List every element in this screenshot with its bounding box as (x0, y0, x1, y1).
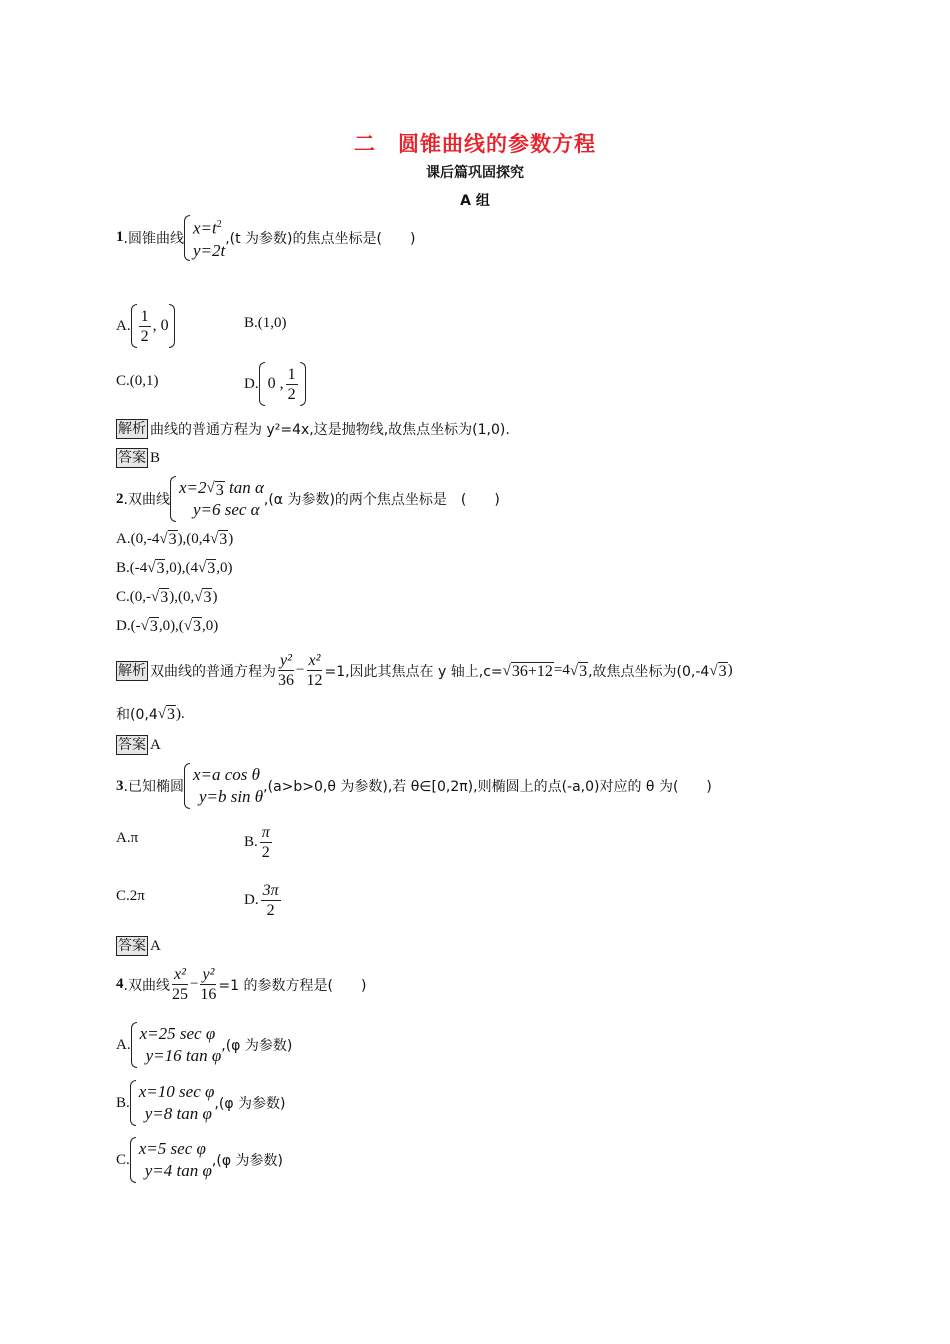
fraction-denominator: 2 (266, 902, 275, 919)
question-number: 3 (116, 777, 124, 794)
equation-line: y=2t (192, 240, 226, 260)
coordinate-rest: 0 , (267, 375, 284, 392)
equation-line: y=b sin θ (198, 787, 264, 806)
equation-line: y=16 tan φ (145, 1046, 222, 1065)
title-text: 圆锥曲线的参数方程 (398, 132, 596, 156)
minus-sign: − (296, 662, 305, 678)
analysis-tag: 解析 (118, 662, 146, 679)
option-text: ,(φ 为参数) (221, 1038, 293, 1054)
option-d (244, 362, 306, 406)
option-text: ),(0, (169, 588, 195, 605)
option-b (116, 559, 232, 577)
option-text: A.(0,-4 (116, 530, 160, 547)
equation-system (131, 1022, 222, 1068)
square-root: √ 3 (194, 589, 212, 606)
fraction-numerator: 1 (287, 365, 296, 383)
option-label: A. (116, 1036, 131, 1053)
page-title (0, 128, 950, 158)
square-root: √ 3 (151, 589, 169, 606)
square-root: √ 3 (140, 618, 158, 635)
option-label: B. (244, 834, 258, 850)
question-number: 2 (116, 490, 124, 507)
coordinate-rest: , 0 (152, 317, 169, 334)
answer-tag: 答案 (118, 737, 146, 753)
option-text: C.(0,- (116, 588, 151, 605)
minus-sign: − (189, 976, 199, 992)
question-text: ,(α 为参数)的两个焦点坐标是 ( ) (263, 492, 500, 508)
option-b: B.(1,0) (244, 315, 287, 331)
option-label: C. (116, 1151, 130, 1168)
option-c: C.(0,1) (116, 373, 159, 389)
option-text: ,(φ 为参数) (211, 1153, 283, 1169)
option-text: ,0),(4 (165, 559, 198, 576)
option-a (116, 530, 233, 548)
option-text: ),(0,4 (177, 530, 211, 547)
equation-system (130, 1080, 215, 1126)
option-text: ) (228, 530, 234, 547)
fraction-numerator: π (261, 824, 270, 841)
option-text: ,0),( (158, 617, 184, 634)
analysis-text: =4 (553, 662, 570, 678)
analysis-text: 曲线的普通方程为 y²=4x,这是抛物线,故焦点坐标为(1,0). (150, 422, 510, 438)
equation-system (184, 763, 263, 809)
square-root: √ 3 (709, 662, 727, 680)
fraction: $\frac{\text{x²}}{12}$ (306, 652, 323, 689)
equation-line: x=t (192, 218, 217, 238)
analysis-text: 双曲线的普通方程为 (150, 663, 276, 680)
question-text: ,(a>b>0,θ 为参数),若 θ∈[0,2π),则椭圆上的点(-a,0)对应的 θ 为( ) (263, 779, 712, 795)
analysis-text: 和(0,4 (116, 707, 158, 723)
option-d (244, 881, 283, 920)
equation-line: y=6 sec α (192, 500, 260, 519)
option-b (244, 823, 274, 862)
fraction: $\frac{\text{y²}}{16}$ (200, 966, 217, 1003)
analysis-tag: 解析 (118, 421, 146, 437)
coordinate-pair (259, 362, 306, 406)
square-root: √ 36+12 (502, 662, 553, 680)
fraction-denominator: 2 (140, 327, 149, 345)
fraction-numerator: 3π (262, 882, 279, 899)
option-label: A. (116, 317, 131, 334)
question-text: .已知椭圆 (123, 779, 184, 795)
option-text: ,0) (216, 559, 233, 576)
equation-line: y=4 tan φ (144, 1161, 212, 1180)
option-c: C.2π (116, 888, 145, 904)
option-label: D. (244, 892, 259, 908)
answer-2 (116, 735, 161, 755)
square-root: √ 3 (159, 531, 177, 548)
title-number: 二 (354, 132, 376, 156)
group-heading: A 组 (460, 193, 490, 209)
exponent: 2 (216, 219, 222, 230)
equation-system (170, 476, 264, 522)
square-root: √ 3 (569, 662, 588, 680)
equation-line: x=25 sec φ (139, 1024, 216, 1043)
equation-line: x=10 sec φ (138, 1082, 215, 1101)
equation-system (130, 1137, 212, 1183)
question-4 (116, 965, 366, 1004)
option-c (116, 1137, 283, 1183)
question-2 (116, 476, 500, 522)
analysis-text: ). (175, 705, 185, 722)
analysis-text: ,故焦点坐标为(0,-4 (588, 663, 710, 680)
equation-line: x=2 (178, 478, 207, 497)
analysis-text: ) (727, 662, 733, 678)
answer-tag: 答案 (118, 938, 146, 954)
equation-line: x=5 sec φ (138, 1139, 206, 1158)
option-a (116, 304, 175, 348)
answer-value: B (150, 449, 161, 466)
question-1 (116, 214, 415, 262)
option-text: B.(-4 (116, 559, 148, 576)
page-subtitle: 课后篇巩固探究 (426, 165, 524, 181)
answer-value: A (150, 937, 161, 954)
option-a: A.π (116, 830, 139, 846)
square-root: √ 3 (210, 531, 228, 548)
fraction-numerator: 1 (140, 307, 149, 325)
answer-value: A (150, 736, 161, 753)
fraction-denominator: 2 (261, 844, 270, 861)
question-text: =1 的参数方程是( ) (218, 977, 367, 994)
analysis-text: =1,因此其焦点在 y 轴上,c= (324, 663, 503, 680)
option-label: D. (244, 375, 259, 392)
question-number: 1 (116, 229, 124, 246)
option-text: D.(- (116, 617, 141, 634)
question-text: .双曲线 (123, 492, 170, 508)
option-text: ,(φ 为参数) (214, 1096, 286, 1112)
question-number: 4 (116, 976, 124, 992)
coordinate-pair (131, 304, 175, 348)
answer-3 (116, 936, 161, 956)
question-text: .双曲线 (123, 977, 170, 994)
fraction-denominator: 2 (287, 385, 296, 403)
question-text: ,(t 为参数)的焦点坐标是( ) (225, 230, 416, 247)
analysis-2 (116, 651, 733, 690)
option-text: ) (212, 588, 218, 605)
fraction: $\frac{\text{y²}}{36}$ (278, 652, 294, 689)
equation-line: y=8 tan φ (144, 1104, 212, 1123)
square-root: √ 3 (183, 618, 202, 635)
question-text: .圆锥曲线 (123, 230, 184, 247)
equation-system (184, 214, 225, 262)
analysis-2-line-2 (116, 704, 185, 724)
square-root: √ 3 (206, 480, 224, 499)
answer-1 (116, 448, 160, 468)
square-root: √ 3 (197, 560, 216, 577)
analysis-1 (116, 419, 510, 439)
question-3 (116, 763, 712, 809)
option-a (116, 1022, 292, 1068)
answer-tag: 答案 (118, 450, 146, 466)
option-c (116, 588, 217, 606)
square-root: √ 3 (147, 560, 165, 577)
option-d (116, 617, 218, 635)
equation-line: tan α (228, 478, 264, 497)
option-b (116, 1080, 285, 1126)
option-text: ,0) (202, 617, 219, 634)
equation-line: x=a cos θ (192, 765, 260, 784)
square-root: √ 3 (157, 706, 175, 723)
option-label: B. (116, 1094, 130, 1111)
fraction: $\frac{\text{x²}}{25}$ (171, 966, 188, 1003)
